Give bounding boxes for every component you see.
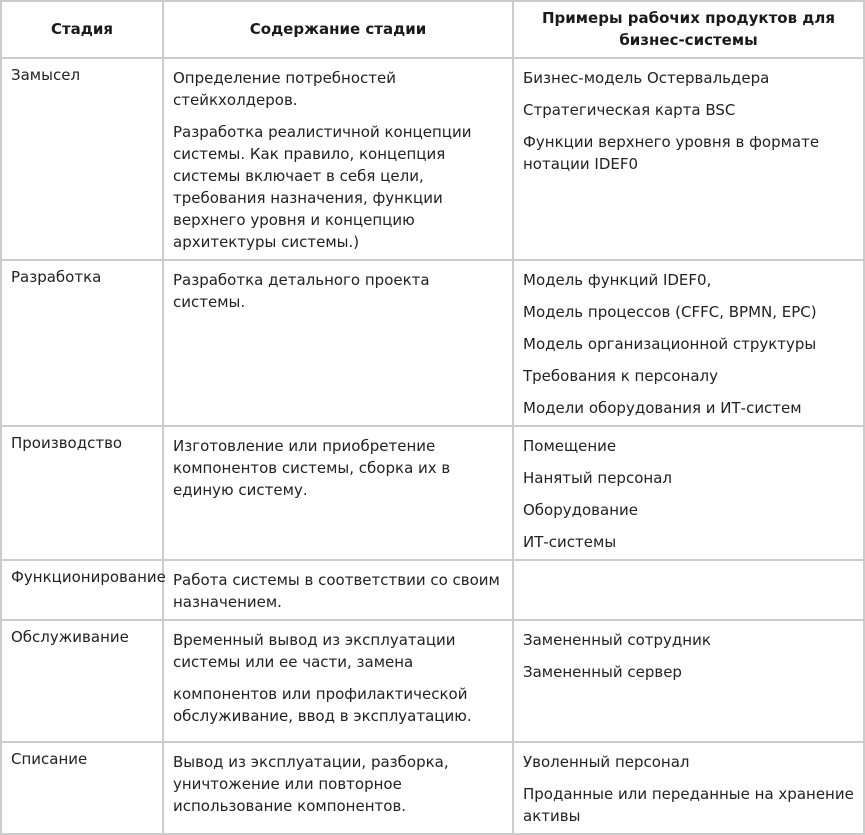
example-item: Модели оборудования и ИТ-систем — [523, 399, 802, 417]
content-paragraph: компонентов или профилактической обслуживание, ввод в эксплуатацию. — [173, 685, 472, 725]
example-item: Модель функций IDEF0, — [523, 271, 712, 289]
header-row — [2, 2, 863, 57]
table-row — [2, 561, 863, 619]
stage-content-cell — [164, 561, 512, 619]
stage-content-cell — [164, 427, 512, 559]
table-row — [2, 743, 863, 833]
examples-cell — [514, 561, 863, 619]
stage-cell: Разработка — [2, 261, 162, 425]
example-item: Проданные или переданные на хранение активы — [523, 785, 854, 825]
example-item: Нанятый персонал — [523, 469, 672, 487]
stage-cell: Производство — [2, 427, 162, 559]
table-row — [2, 59, 863, 259]
column-header-work-product-examples: Примеры рабочих продуктов для бизнес-системы — [514, 2, 863, 57]
example-item: Модель организационной структуры — [523, 335, 817, 353]
example-item: Оборудование — [523, 501, 638, 519]
column-header-stage: Стадия — [2, 2, 162, 57]
content-paragraph: Вывод из эксплуатации, разборка, уничтожение или повторное использование компонентов. — [173, 753, 449, 815]
example-item: Помещение — [523, 437, 617, 455]
examples-cell — [514, 743, 863, 833]
column-header-stage-content: Содержание стадии — [164, 2, 512, 57]
content-paragraph: Изготовление или приобретение компонентов системы, сборка их в единую систему. — [173, 437, 451, 499]
table-body — [2, 59, 863, 833]
stage-content-cell — [164, 261, 512, 425]
stage-content-cell — [164, 59, 512, 259]
examples-cell — [514, 621, 863, 741]
example-item: Уволенный персонал — [523, 753, 690, 771]
stage-cell: Обслуживание — [2, 621, 162, 741]
content-paragraph: Разработка детального проекта системы. — [173, 271, 430, 311]
example-item: Требования к персоналу — [523, 367, 718, 385]
content-paragraph: Работа системы в соответствии со своим назначением. — [173, 571, 500, 611]
example-item: Стратегическая карта BSC — [523, 101, 736, 119]
stage-content-cell — [164, 743, 512, 833]
stage-content-cell — [164, 621, 512, 741]
example-item: ИТ-системы — [523, 533, 617, 551]
content-paragraph: Определение потребностей стейкхолдеров. — [173, 69, 397, 109]
example-item: Функции верхнего уровня в формате нотации IDEF0 — [523, 133, 820, 173]
examples-cell — [514, 427, 863, 559]
examples-cell — [514, 59, 863, 259]
example-item: Модель процессов (CFFC, BPMN, EPC) — [523, 303, 817, 321]
stage-cell: Функционирование — [2, 561, 162, 619]
stage-cell: Замысел — [2, 59, 162, 259]
examples-cell — [514, 261, 863, 425]
example-item: Замененный сотрудник — [523, 631, 711, 649]
stage-cell: Списание — [2, 743, 162, 833]
table-row — [2, 427, 863, 559]
table-row — [2, 261, 863, 425]
example-item: Бизнес-модель Остервальдера — [523, 69, 770, 87]
example-item: Замененный сервер — [523, 663, 682, 681]
content-paragraph: Временный вывод из эксплуатации системы или ее части, замена — [173, 631, 456, 671]
table-row — [2, 621, 863, 741]
content-paragraph: Разработка реалистичной концепции системы. Как правило, концепция системы включает в себя цели, требования назначения, функции верхнего уровня и концепцию архитектуры системы.) — [173, 123, 472, 251]
